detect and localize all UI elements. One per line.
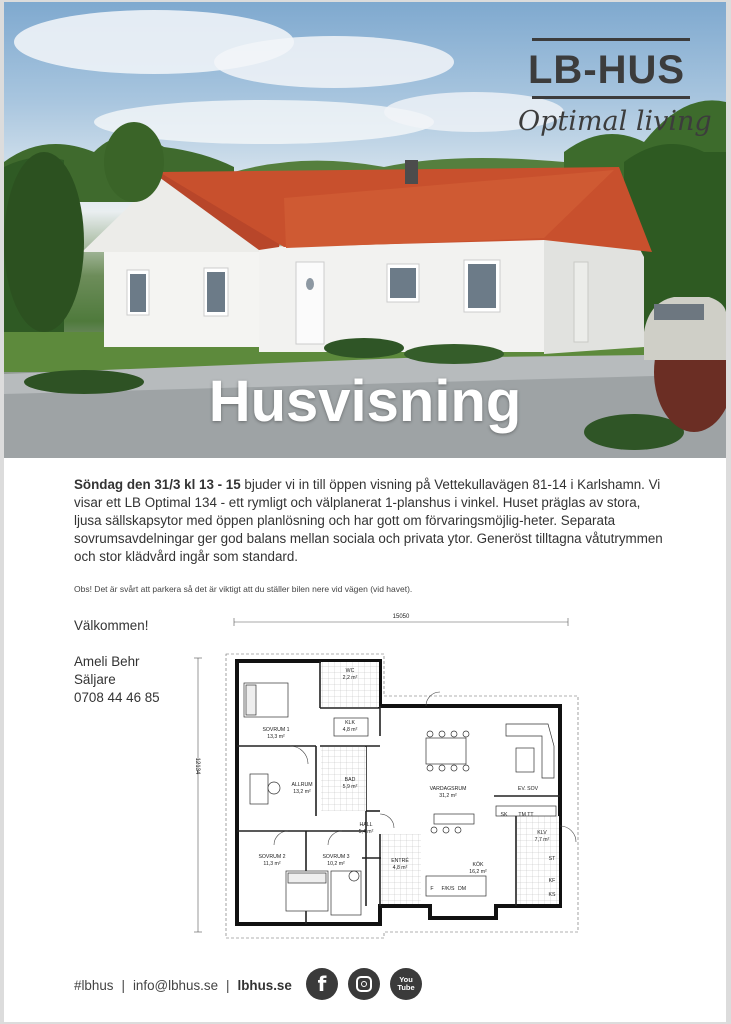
room-klk-area: 4,8 m² (342, 727, 358, 733)
room-wc-area: 2,2 m² (342, 675, 358, 681)
label-sk: SK (500, 812, 508, 818)
plan-depth-dim: 12134 (194, 757, 200, 775)
footer (74, 978, 292, 993)
house-photo (4, 2, 726, 458)
logo-wordmark: LB-HUS (528, 48, 686, 92)
email-link[interactable]: info@lbhus.se (132, 978, 219, 993)
room-allrum: ALLRUM (291, 782, 313, 788)
room-vardagsrum: VARDAGSRUM (429, 786, 467, 792)
label-f: F (430, 886, 434, 892)
logo-bottom-rule (532, 96, 690, 99)
room-sovrum-3-area: 10,2 m² (327, 861, 345, 867)
parking-note: Obs! Det är svårt att parkera så det är viktigt att du ställer bilen nere vid vägen (vid havet). (74, 584, 413, 594)
contact-phone[interactable]: 0708 44 46 85 (74, 690, 160, 705)
room-klk: KLK (345, 720, 355, 726)
room-vardagsrum-area: 31,2 m² (439, 793, 457, 799)
intro-date: Söndag den 31/3 kl 13 - 15 (74, 477, 241, 492)
contact-block (74, 617, 160, 707)
room-ev-sov: EV. SOV (517, 786, 539, 792)
youtube-icon[interactable] (390, 968, 422, 1000)
contact-role: Säljare (74, 672, 116, 687)
flyer-page (4, 2, 726, 1022)
label-st: ST (548, 856, 556, 862)
room-sovrum-2: SOVRUM 2 (258, 854, 286, 860)
label-tm-tt: TM TT (518, 812, 534, 818)
room-entre: ENTRÉ (391, 858, 409, 864)
label-kf: KF (548, 878, 556, 884)
youtube-top: You (399, 975, 413, 984)
contact-name: Ameli Behr (74, 654, 140, 669)
room-hall: HALL (359, 822, 373, 828)
website-link[interactable]: lbhus.se (237, 978, 292, 993)
room-sovrum-2-area: 11,3 m² (263, 861, 281, 867)
instagram-icon[interactable] (348, 968, 380, 1000)
facebook-icon[interactable] (306, 968, 338, 1000)
welcome-text: Välkommen! (74, 618, 149, 633)
youtube-bottom: Tube (397, 983, 415, 992)
facebook-glyph: f (317, 972, 327, 996)
hashtag: #lbhus (74, 978, 114, 993)
label-fks: F/K/S (441, 886, 455, 892)
room-allrum-area: 13,2 m² (293, 789, 311, 795)
room-klv-area: 7,7 m² (534, 837, 550, 843)
room-sovrum-1: SOVRUM 1 (262, 727, 290, 733)
room-bad: BAD (344, 777, 356, 783)
label-dm: DM (457, 886, 467, 892)
room-klv: KLV (537, 830, 547, 836)
footer-separator: | (226, 978, 230, 993)
floor-plan (190, 606, 600, 942)
intro-paragraph (74, 476, 664, 566)
page-title: Husvisning (208, 369, 522, 434)
logo-top-rule (532, 38, 690, 41)
room-sovrum-3: SOVRUM 3 (322, 854, 350, 860)
room-hall-area: 5,4 m² (358, 829, 374, 835)
footer-separator: | (121, 978, 125, 993)
plan-width-dim: 15050 (392, 614, 410, 620)
room-sovrum-1-area: 13,3 m² (267, 734, 285, 740)
room-wc: WC (345, 668, 355, 674)
room-bad-area: 5,9 m² (342, 784, 358, 790)
room-entre-area: 4,8 m² (392, 865, 408, 871)
instagram-camera-glyph (356, 976, 372, 992)
room-kok-area: 16,2 m² (469, 869, 487, 875)
youtube-glyph (397, 976, 414, 992)
logo-tagline: Optimal living (518, 106, 712, 137)
room-kok: KÖK (472, 862, 484, 868)
intro-text: bjuder vi in till öppen visning på Vettekullavägen 81-14 i Karlshamn. Vi visar ett LB Optimal 134 - ett rymligt och välplanerat 1-planshus i vinkel. Huset präglas av stora, ljusa sällskapsytor med öppen planlösning och har gott om förvaringsmöjlig-heter. Separata sovrumsavdelningar ger god balans mellan sociala och privata ytor. Generöst tilltagna våtutrymmen och stor klädvård ingår som standard. (74, 477, 663, 564)
lb-hus-logo (514, 34, 712, 144)
label-ks: KS (548, 892, 556, 898)
